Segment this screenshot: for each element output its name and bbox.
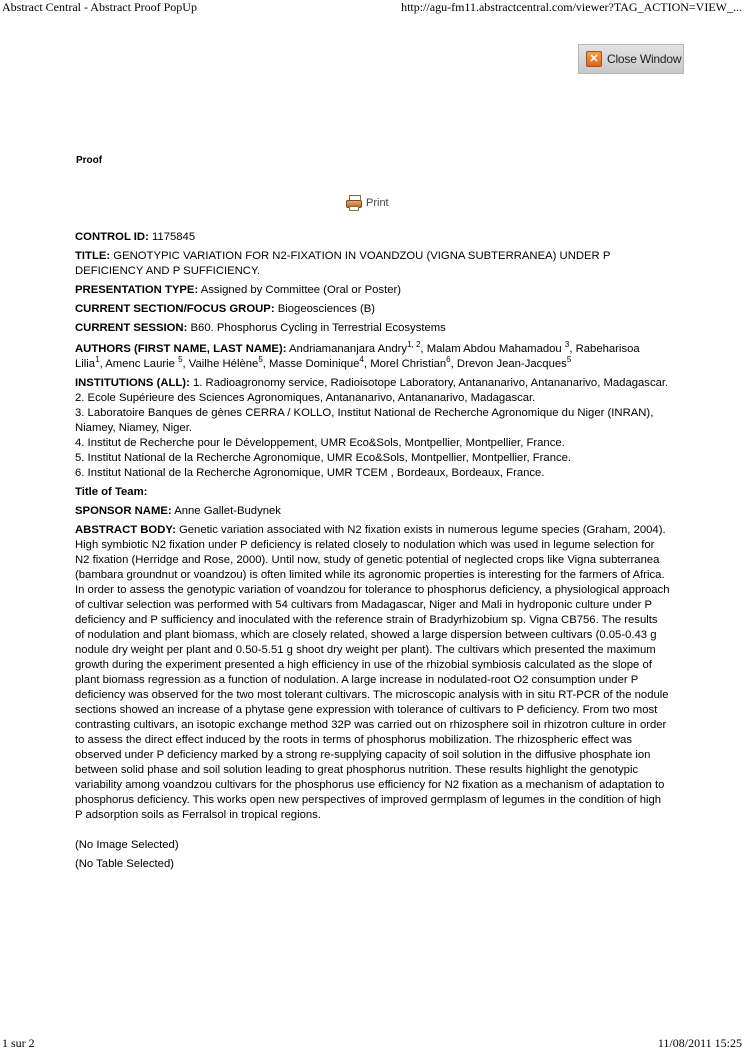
presentation-type-label: PRESENTATION TYPE: [75, 284, 199, 296]
authors-label: AUTHORS (FIRST NAME, LAST NAME): [75, 343, 287, 355]
close-window-label: Close Window [607, 52, 682, 66]
session-label: CURRENT SESSION: [75, 322, 188, 334]
author-affiliation: 5 [178, 355, 183, 364]
authors-list: Andriamananjara Andry$^{1, 2}$, Malam Abdou Mahamadou $^3$, Rabeharisoa Lilia$^1$, Amenc Laurie $^5$, Vailhe Hélène$^5$, Masse Dominique$^4$, Morel Christian$^6$, Drevon Jean-Jacques$^5$ [75, 340, 640, 370]
window-title: Abstract Central - Abstract Proof PopUp [2, 0, 197, 14]
print-label: Print [366, 197, 389, 209]
close-window-button[interactable] [578, 44, 684, 74]
institution-2: 2. Ecole Supérieure des Sciences Agronomiques, Antananarivo, Antananarivo, Madagascar. [75, 392, 536, 404]
institution-3: 3. Laboratoire Banques de gènes CERRA / KOLLO, Institut National de Recherche Agronomique du Niger (INRAN), Niamey, Niamey, Niger. [75, 407, 654, 434]
institution-6: 6. Institut National de la Recherche Agronomique, UMR TCEM , Bordeaux, Bordeaux, France. [75, 467, 545, 479]
author-name: Morel Christian [370, 358, 447, 370]
author-affiliation: 1, 2 [407, 340, 421, 349]
abstract-row [75, 523, 670, 823]
team-label: Title of Team: [75, 486, 148, 498]
team-row [75, 485, 670, 500]
authors-row [75, 342, 670, 372]
page-url: http://agu-fm11.abstractcentral.com/viewer?TAG_ACTION=VIEW_... [401, 0, 742, 14]
section-row [75, 302, 670, 317]
session-row [75, 321, 670, 336]
control-id-label: CONTROL ID: [75, 231, 149, 243]
control-id-row [75, 230, 670, 245]
title-label: TITLE: [75, 250, 111, 262]
sponsor-row [75, 504, 670, 519]
author-affiliation: 4 [359, 355, 364, 364]
session-value: B60. Phosphorus Cycling in Terrestrial Ecosystems [190, 322, 446, 334]
author-name: Drevon Jean-Jacques [456, 358, 567, 370]
section-value: Biogeosciences (B) [277, 303, 376, 315]
sponsor-value: Anne Gallet-Budynek [174, 505, 281, 517]
author-affiliation: 5 [566, 355, 572, 364]
proof-label: Proof [76, 155, 103, 166]
author-name: Malam Abdou Mahamadou [426, 343, 565, 355]
author-affiliation: 5 [258, 355, 263, 364]
author-affiliation: 6 [446, 355, 451, 364]
author-affiliation: 1 [95, 355, 100, 364]
title-value: GENOTYPIC VARIATION FOR N2-FIXATION IN VOANDZOU (VIGNA SUBTERRANEA) UNDER P DEFICIENCY AND P SUFFICIENCY. [75, 250, 611, 277]
sponsor-label: SPONSOR NAME: [75, 505, 172, 517]
page-number: 1 sur 2 [2, 1036, 35, 1050]
no-image-text: (No Image Selected) [75, 839, 179, 851]
author-name: Masse Dominique [269, 358, 360, 370]
section-label: CURRENT SECTION/FOCUS GROUP: [75, 303, 275, 315]
author-affiliation: 3 [564, 340, 570, 349]
control-id-value: 1175845 [151, 231, 196, 243]
author-name: Andriamananjara Andry [289, 343, 408, 355]
no-table-text: (No Table Selected) [75, 858, 175, 870]
printer-icon [346, 195, 362, 211]
print-button[interactable] [346, 194, 389, 212]
abstract-body: Genetic variation associated with N2 fixation exists in numerous legume species (Graham, 2004). High symbiotic N2 fixation under P deficiency is related closely to nodulation which was used in legume selection for N2 fixation (Herridge and Rose, 2000). Until now, study of genetic potential of neglected crops like Vigna subterranea (bambara groundnut or voandzou) is often limited while its agronomic properties is interesting for the farmers of Africa. In order to assess the genotypic variation of voandzou for tolerance to phosphorus deficiency, a physiological approach of cultivar selection was performed with 54 cultivars from Madagascar, Niger and Mali in hydroponic culture under P deficiency and P sufficiency and inoculated with the reference strain of Bradyrhizobium sp. Vigna CB756. The results of nodulation and plant biomass, which are closely related, showed a large dispersion between cultivars (0.05-0.43 g nodule dry weight per plant and 0.50-5.51 g shoot dry weight per plant). The cultivars which presented the maximum growth during the experiment presented a high efficiency in use of the rhizobial symbiosis calculated as the slope of plant biomass regression as a function of nodulation. A large increase in nodulated-root O2 consumption under P deficiency was observed for the two most tolerant cultivars. The microscopic analysis with in situ RT-PCR of the nodule sections showed an increase of a phytase gene expression with tolerance of cultivars to P deficiency. From two most contrasting cultivars, an isotopic exchange method 32P was carried out on rhizosphere soil in rhizotron culture in order to assess the direct effect induced by the roots in terms of phosphorus mobilization. The rhizospheric effect was observed under P deficiency marked by a strong re-supplying capacity of soil solution in the diffusive phosphate ion between solid phase and soil solution leading to great phosphorus nutrition. These results highlight the genotypic variability among voandzou cultivars for the phosphorus use efficiency for N2 fixation as a mechanism of adaptation to phosphorus deficiency. This works open new perspectives of improved germplasm of legumes in the condition of high P adsorption soils as Ferralsol in tropical regions. [75, 524, 670, 821]
author-name: Vailhe Hélène [188, 358, 259, 370]
abstract-label: ABSTRACT BODY: [75, 524, 176, 536]
abstract-proof-content [75, 230, 670, 876]
institutions-label: INSTITUTIONS (ALL): [75, 377, 190, 389]
title-row [75, 249, 670, 279]
institution-4: 4. Institut de Recherche pour le Développement, UMR Eco&Sols, Montpellier, Montpellier, France. [75, 437, 565, 449]
presentation-type-value: Assigned by Committee (Oral or Poster) [200, 284, 402, 296]
institution-5: 5. Institut National de la Recherche Agronomique, UMR Eco&Sols, Montpellier, Montpellier, France. [75, 452, 572, 464]
institutions-row [75, 376, 670, 481]
close-icon: ✕ [586, 51, 602, 67]
author-name: Amenc Laurie [105, 358, 179, 370]
institution-1: 1. Radioagronomy service, Radioisotope Laboratory, Antananarivo, Antananarivo, Madagascar. [192, 377, 669, 389]
print-datetime: 11/08/2011 15:25 [657, 1036, 742, 1050]
presentation-type-row [75, 283, 670, 298]
author-name: Rabeharisoa Lilia [75, 343, 640, 370]
